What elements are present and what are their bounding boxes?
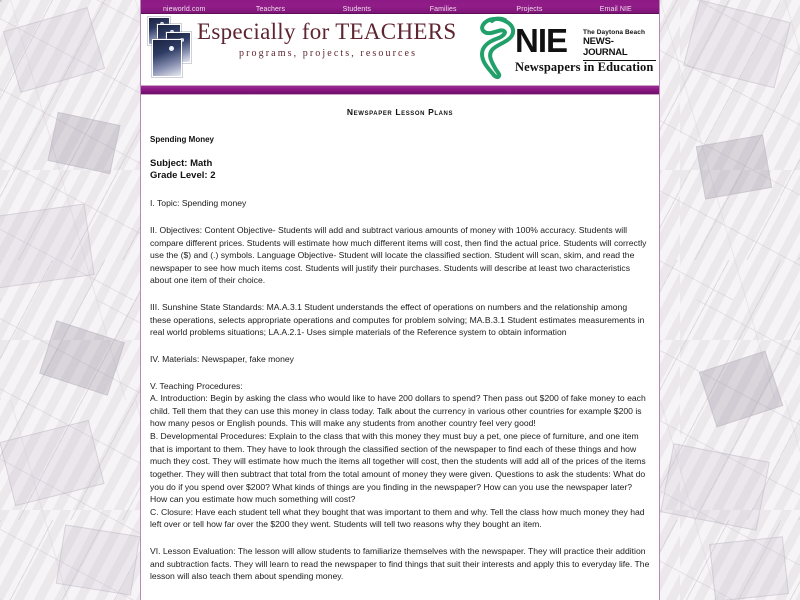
purple-divider-bar <box>141 85 659 95</box>
background-clipping <box>56 524 140 595</box>
background-clipping <box>3 7 105 93</box>
section-standards: III. Sunshine State Standards: MA.A.3.1 Student understands the effect of operations on numbers and the relationship among these operations, selects appropriate operations and computes for problem solving; MA.B.3.1 Student estimates measurements in real world problems situations; LA.A.2.1- Uses simple materials of the Reference system to obtain information <box>150 302 645 338</box>
nav-link-projects[interactable]: Projects <box>516 5 543 13</box>
grade-level-line: Grade Level: 2 <box>150 170 216 182</box>
especially-for-teachers-logo[interactable] <box>197 20 497 59</box>
news-journal-city: The Daytona Beach <box>583 29 646 36</box>
nav-link-students[interactable]: Students <box>342 5 372 13</box>
subject-line: Subject: Math <box>150 158 213 169</box>
section-procedures-c: C. Closure: Have each student tell what they bought that was important to them and why. Tell the class how much money they had left over or tell how far over the $200 they went. Students will tell two reasons why they bought an item. <box>150 506 645 530</box>
nav-link-nieworld[interactable]: nieworld.com <box>162 5 206 13</box>
nav-link-families[interactable]: Families <box>429 5 457 13</box>
section-objectives: II. Objectives: Content Objective- Students will add and subtract various amounts of money with 100% accuracy. Students will compare different prices. Students will estimate how much different items will cost, then find the actual price. Students will correctly use the ($) and (.) symbols. Language Objective- Student will locate the classified section. Student will scan, skim, and read the newspaper to see how much items cost. Students will justify their purchases. Students will describe at least two characteristics about one item of their choice. <box>150 224 647 286</box>
background-clipping <box>39 320 125 396</box>
section-procedures-a: A. Introduction: Begin by asking the class who would like to have 200 dollars to spend? Then pass out $200 of fake money to each child. Tell them that they can use this money in class today. Talk about the currency in various other countries for example $200 is how many pesos or English pounds. This will make any students from another country feel very good! <box>150 393 646 429</box>
section-evaluation: VI. Lesson Evaluation: The lesson will allow students to familiarize themselves with the newspaper. They will practice their addition and subtraction facts. They will learn to read the newspaper to find things that suit their interests and apply this to everyday life. The lesson will also teach them about spending money. <box>150 546 650 582</box>
document-heading: Newspaper Lesson Plans <box>346 107 454 117</box>
photo-card <box>152 39 182 77</box>
background-clipping <box>696 135 772 200</box>
background-clipping <box>683 0 791 88</box>
section-procedures-heading: V. Teaching Procedures: <box>150 380 243 391</box>
background-clipping <box>709 536 789 600</box>
nav-link-email-nie[interactable]: Email NIE <box>599 5 632 13</box>
nie-letters: NIE <box>515 22 568 59</box>
logo-title: Especially for TEACHERS <box>197 19 457 44</box>
background-clipping <box>48 112 121 174</box>
nav-link-teachers[interactable]: Teachers <box>255 5 286 13</box>
photo-stack-icon <box>146 17 194 79</box>
news-journal-name: NEWS-JOURNAL <box>583 37 656 61</box>
section-topic: I. Topic: Spending money <box>150 198 247 209</box>
section-materials: IV. Materials: Newspaper, fake money <box>150 353 294 364</box>
background-clipping <box>0 204 95 289</box>
lesson-meta <box>150 158 650 182</box>
lesson-title: Spending Money <box>150 135 214 144</box>
background-clipping <box>660 443 770 530</box>
lesson-plan-document <box>141 95 659 600</box>
top-navigation-bar <box>141 0 659 14</box>
logo-subtitle: programs, projects, resources <box>239 48 418 60</box>
background-clipping <box>0 0 2 2</box>
background-clipping <box>699 351 783 428</box>
content-column <box>140 0 660 600</box>
nie-logo[interactable] <box>471 16 656 82</box>
news-journal-wordmark <box>583 29 656 61</box>
nie-tagline: Newspapers in Education <box>515 60 654 74</box>
section-procedures-b: B. Developmental Procedures: Explain to the class that with this money they must buy a pet, one piece of furniture, and one item that is important to them. They have to look through the classified section of the newspaper to find each of these things and how much they cost. They will estimate how much the items all together will cost, then the students will add all of the prices of the items together. They will then subtract that total from the total amount of money they were given. Questions to ask the students: What do you do if you spend over $200? What kinds of things are you finding in the newspaper? How can you use the newspaper later? How can you estimate how much something will cost? <box>150 431 646 505</box>
background-clipping <box>0 420 105 506</box>
site-header-banner <box>141 14 659 85</box>
